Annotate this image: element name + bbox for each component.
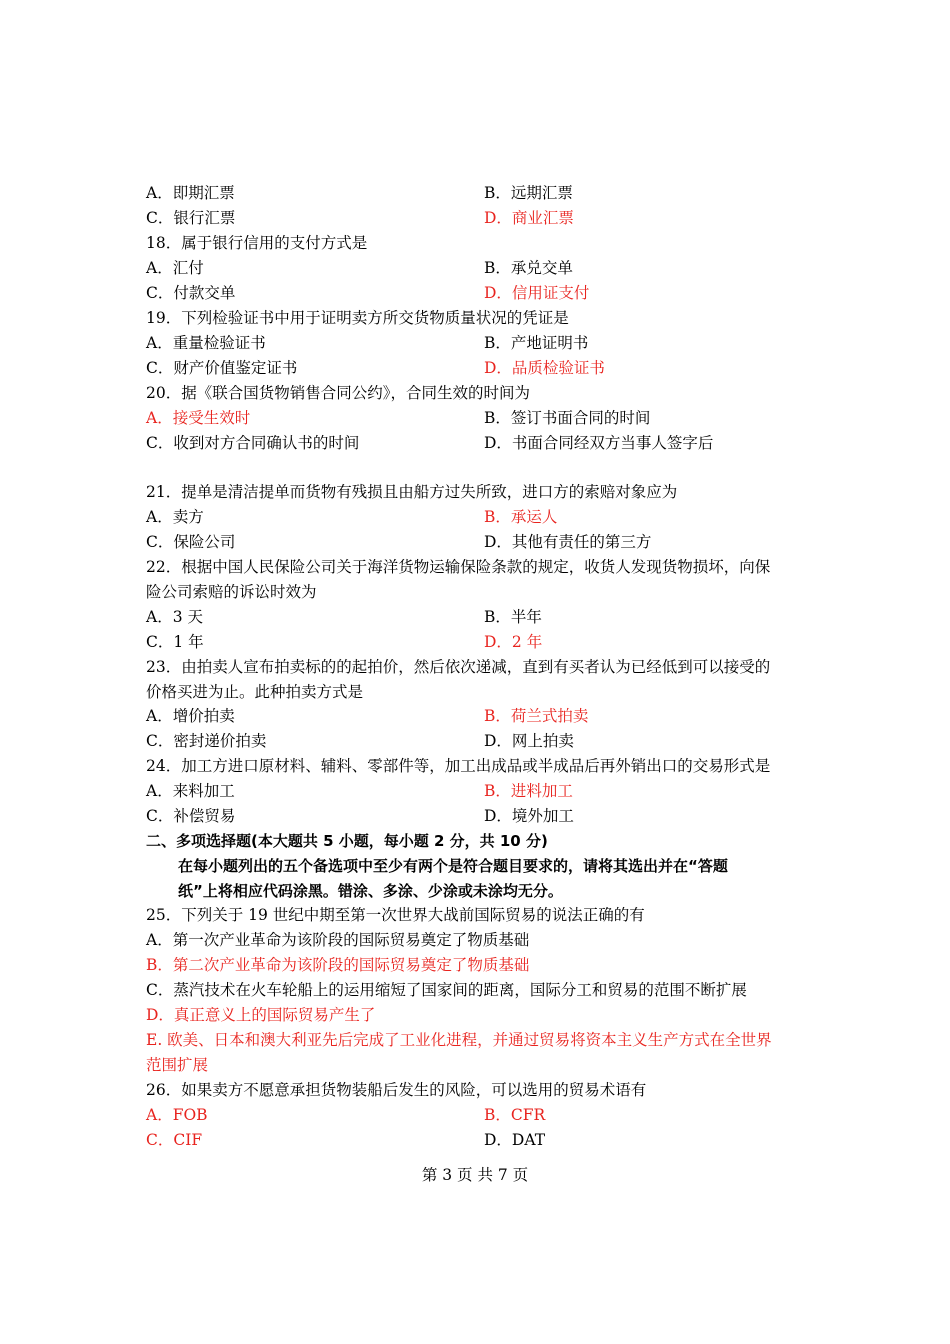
q24-option-c: C．补偿贸易 xyxy=(146,807,236,825)
q19-row-ab xyxy=(146,331,816,356)
q19-stem: 19．下列检验证书中用于证明卖方所交货物质量状况的凭证是 xyxy=(146,309,569,327)
q24-option-b-answer: B．进料加工 xyxy=(484,782,573,800)
q24-option-d: D．境外加工 xyxy=(484,807,574,825)
q19-row-cd xyxy=(146,356,816,381)
q22-row-ab xyxy=(146,605,816,630)
q22-option-c: C．1 年 xyxy=(146,633,204,651)
q24-row-ab xyxy=(146,779,816,804)
q24-row-cd xyxy=(146,804,816,829)
q17-row-ab xyxy=(146,181,816,206)
q18-row-ab xyxy=(146,256,816,281)
q19-option-d-answer: D．品质检验证书 xyxy=(484,359,605,377)
q25-option-e-answer-line2: 范围扩展 xyxy=(146,1056,209,1074)
q17-option-d-answer: D．商业汇票 xyxy=(484,209,574,227)
q25-stem: 25．下列关于 19 世纪中期至第一次世界大战前国际贸易的说法正确的有 xyxy=(146,906,645,924)
section-2-instruction-line1: 在每小题列出的五个备选项中至少有两个是符合题目要求的，请将其选出并在“答题 xyxy=(178,857,728,875)
q20-option-a-answer: A．接受生效时 xyxy=(146,409,251,427)
q23-option-c: C．密封递价拍卖 xyxy=(146,732,267,750)
q20-row-ab xyxy=(146,406,816,431)
q24-option-a: A．来料加工 xyxy=(146,782,235,800)
q26-option-a-answer: A．FOB xyxy=(146,1106,208,1124)
q23-option-b-answer: B．荷兰式拍卖 xyxy=(484,707,589,725)
q20-stem: 20．据《联合国货物销售合同公约》，合同生效的时间为 xyxy=(146,384,530,402)
q19-option-b: B．产地证明书 xyxy=(484,334,589,352)
q17-row-cd xyxy=(146,206,816,231)
q23-option-d: D．网上拍卖 xyxy=(484,732,574,750)
q21-option-b-answer: B．承运人 xyxy=(484,508,558,526)
q22-stem-line1: 22．根据中国人民保险公司关于海洋货物运输保险条款的规定，收货人发现货物损坏，向保 xyxy=(146,558,771,576)
q26-option-c-answer: C．CIF xyxy=(146,1131,203,1149)
q26-option-d: D．DAT xyxy=(484,1131,546,1149)
q18-option-d-answer: D．信用证支付 xyxy=(484,284,590,302)
q23-stem-line2: 价格买进为止。此种拍卖方式是 xyxy=(146,683,364,701)
q22-option-a: A．3 天 xyxy=(146,608,203,626)
q22-row-cd xyxy=(146,630,816,655)
q22-option-b: B．半年 xyxy=(484,608,542,626)
q19-option-c: C．财产价值鉴定证书 xyxy=(146,359,298,377)
q21-option-a: A．卖方 xyxy=(146,508,204,526)
q24-stem: 24．加工方进口原材料、辅料、零部件等，加工出成品或半成品后再外销出口的交易形式是 xyxy=(146,757,771,775)
q26-row-ab xyxy=(146,1103,816,1128)
q26-option-b-answer: B．CFR xyxy=(484,1106,546,1124)
q25-option-c: C．蒸汽技术在火车轮船上的运用缩短了国家间的距离，国际分工和贸易的范围不断扩展 xyxy=(146,981,747,999)
q22-option-d-answer: D．2 年 xyxy=(484,633,543,651)
page-number-footer: 第 3 页 共 7 页 xyxy=(421,1166,529,1184)
q25-option-d-answer: D．真正意义上的国际贸易产生了 xyxy=(146,1006,376,1024)
q17-option-b: B．远期汇票 xyxy=(484,184,573,202)
section-2-instruction-line2: 纸”上将相应代码涂黑。错涂、多涂、少涂或未涂均无分。 xyxy=(178,882,563,900)
q18-option-c: C．付款交单 xyxy=(146,284,236,302)
q17-option-c: C．银行汇票 xyxy=(146,209,236,227)
q25-option-a: A．第一次产业革命为该阶段的国际贸易奠定了物质基础 xyxy=(146,931,530,949)
q26-row-cd xyxy=(146,1128,816,1153)
q21-option-c: C．保险公司 xyxy=(146,533,236,551)
q18-option-b: B．承兑交单 xyxy=(484,259,573,277)
q22-stem-line2: 险公司索赔的诉讼时效为 xyxy=(146,583,317,601)
q20-option-d: D．书面合同经双方当事人签字后 xyxy=(484,434,714,452)
q25-option-e-answer-line1: E. 欧美、日本和澳大利亚先后完成了工业化进程，并通过贸易将资本主义生产方式在全世界 xyxy=(146,1031,772,1049)
q26-stem: 26．如果卖方不愿意承担货物装船后发生的风险，可以选用的贸易术语有 xyxy=(146,1081,647,1099)
q18-option-a: A．汇付 xyxy=(146,259,204,277)
q20-row-cd xyxy=(146,431,816,456)
q17-option-a: A．即期汇票 xyxy=(146,184,235,202)
q18-stem: 18．属于银行信用的支付方式是 xyxy=(146,234,368,252)
section-2-title: 二、多项选择题(本大题共 5 小题，每小题 2 分，共 10 分) xyxy=(146,832,548,850)
q23-row-cd xyxy=(146,729,816,754)
q20-option-c: C．收到对方合同确认书的时间 xyxy=(146,434,360,452)
q20-option-b: B．签订书面合同的时间 xyxy=(484,409,651,427)
q21-stem: 21．提单是清洁提单而货物有残损且由船方过失所致，进口方的索赔对象应为 xyxy=(146,483,678,501)
q21-row-cd xyxy=(146,530,816,555)
q18-row-cd xyxy=(146,281,816,306)
q25-option-b-answer: B．第二次产业革命为该阶段的国际贸易奠定了物质基础 xyxy=(146,956,530,974)
q21-option-d: D．其他有责任的第三方 xyxy=(484,533,652,551)
q21-row-ab xyxy=(146,505,816,530)
q23-row-ab xyxy=(146,704,816,729)
q19-option-a: A．重量检验证书 xyxy=(146,334,266,352)
q23-option-a: A．增价拍卖 xyxy=(146,707,235,725)
q23-stem-line1: 23．由拍卖人宣布拍卖标的的起拍价，然后依次递减，直到有买者认为已经低到可以接受的 xyxy=(146,658,771,676)
